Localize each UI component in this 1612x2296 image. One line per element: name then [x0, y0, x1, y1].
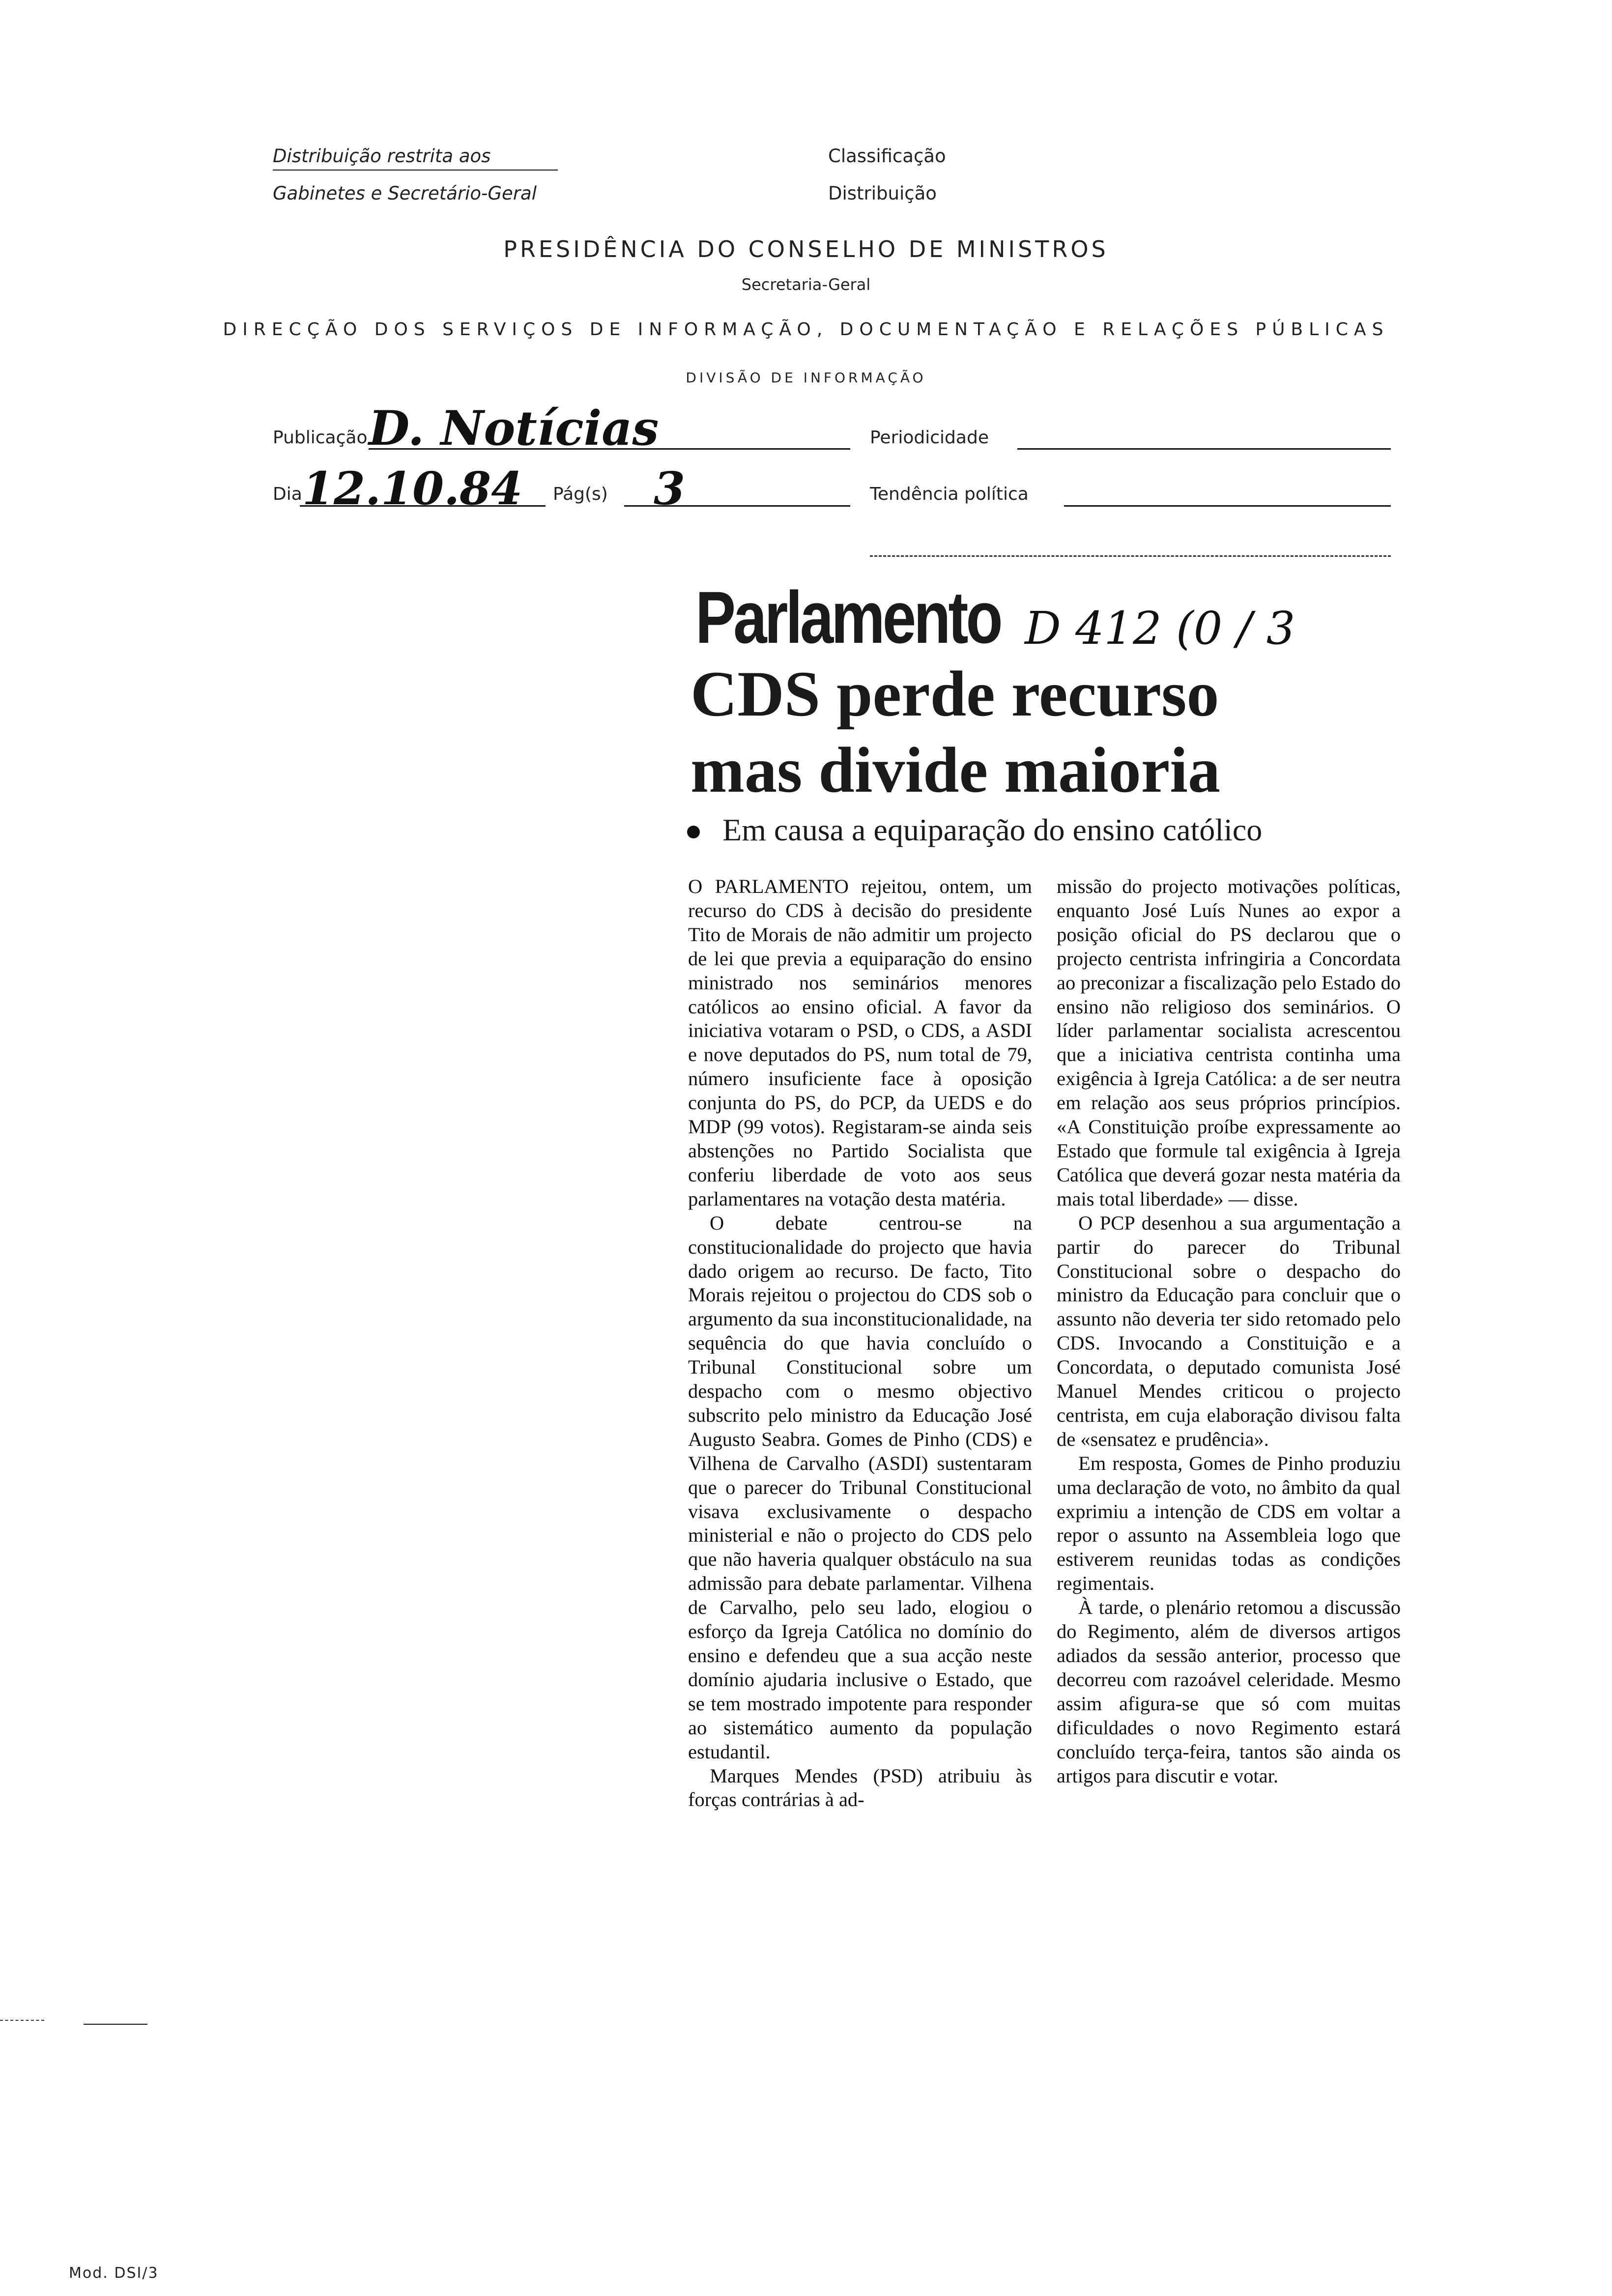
column2-paragraph: O PCP desenhou a sua argumentação a partir do parecer do Tribunal Constitucional sobre o despacho do ministro da Educação para concluir que o assunto não deveria ter sido retomado pelo CDS. Invocando a Constituição e a Concordata, o deputado comunista José Manuel Mendes criticou o projecto centrista, em cuja elaboração divisou falta de «sensatez e prudência».: [1057, 1211, 1401, 1450]
margin-mark: [0, 2020, 44, 2021]
column2-paragraph: missão do projecto motivações políticas, enquanto José Luís Nunes ao expor a posição oficial do PS declarou que o projecto centrista infringiria a Concordata ao preconizar a fiscalização pelo Estado do ensino não religioso dos seminários. O líder parlamentar socialista acrescentou que a iniciativa centrista continha uma exigência à Igreja Católica: a de ser neutra em relação aos seus próprios princípios. «A Constituição proíbe expressamente ao Estado que formule tal exigência à Igreja Católica que deverá gozar nesta matéria da mais total liberdade» — disse.: [1057, 875, 1401, 1210]
day-label: Dia: [273, 484, 302, 504]
form-model: Mod. DSI/3: [69, 2265, 159, 2282]
page-value: 3: [654, 462, 686, 515]
publication-underline: [369, 448, 850, 450]
article-subtitle: Em causa a equiparação do ensino católico: [722, 812, 1263, 847]
column1-paragraph: Marques Mendes (PSD) atribuiu às forças contrárias à ad-: [688, 1764, 1032, 1811]
page-label: Pág(s): [553, 484, 608, 504]
presidency-title: PRESIDÊNCIA DO CONSELHO DE MINISTROS: [503, 236, 1109, 262]
subtitle-bullet-icon: [687, 826, 700, 838]
division-line: DIVISÃO DE INFORMAÇÃO: [686, 370, 926, 386]
column1-paragraph: O debate centrou-se na constitucionalidade do projecto que havia dado origem ao recurso. De facto, Tito Morais rejeitou o projectou do CDS sob o argumento da sua inconstitucionalidade, na sequência do que havia concluído o Tribunal Constitucional sobre um despacho com o mesmo objectivo subscrito pelo ministro da Educação José Augusto Seabra. Gomes de Pinho (CDS) e Vilhena de Carvalho (ASDI) sustentaram que o parecer do Tribunal Constitucional visava exclusivamente o despacho ministerial e não o projecto do CDS pelo que não haveria qualquer obstáculo na sua admissão para debate parlamentar. Vilhena de Carvalho, pelo seu lado, elogiou o esforço da Igreja Católica no domínio do ensino e defendeu que a sua acção neste domínio ajudaria inclusive o Estado, que se tem mostrado impotente para responder ao sistemático aumento da população estudantil.: [688, 1211, 1032, 1763]
article-column-1: [688, 875, 1032, 1812]
day-underline: [300, 505, 546, 507]
article-kicker: Parlamento: [695, 576, 1001, 659]
political-underline: [1064, 505, 1391, 507]
distribution-line1: Distribuição restrita aos: [273, 145, 491, 167]
periodicity-label: Periodicidade: [870, 428, 989, 448]
clipping-edge: [870, 555, 1391, 557]
political-label: Tendência política: [870, 484, 1029, 504]
article-title-line1: CDS perde recurso: [691, 658, 1219, 730]
handwritten-reference: D 412 (0 / 3: [1025, 602, 1295, 655]
direction-line: DIRECÇÃO DOS SERVIÇOS DE INFORMAÇÃO, DOCUMENTAÇÃO E RELAÇÕES PÚBLICAS: [223, 319, 1389, 340]
publication-value: D. Notícias: [369, 401, 659, 456]
day-value: 12.10.84: [302, 462, 523, 515]
periodicity-underline: [1017, 448, 1391, 450]
distribution-line2: Gabinetes e Secretário-Geral: [273, 183, 537, 204]
page-underline: [624, 505, 850, 507]
column1-paragraph: O PARLAMENTO rejeitou, ontem, um recurso do CDS à decisão do presidente Tito de Morais de não admitir um projecto de lei que previa a equiparação do ensino ministrado nos seminários menores católicos ao ensino oficial. A favor da iniciativa votaram o PSD, o CDS, a ASDI e nove deputados do PS, num total de 79, número insuficiente face à oposição conjunta do PS, do PCP, da UEDS e do MDP (99 votos). Registaram-se ainda seis abstenções no Partido Socialista que conferiu liberdade de voto aos seus parlamentares na votação desta matéria.: [688, 875, 1032, 1210]
column2-paragraph: À tarde, o plenário retomou a discussão do Regimento, além de diversos artigos adiados da sessão anterior, processo que decorreu com razoável celeridade. Mesmo assim afigura-se que só com muitas dificuldades o novo Regimento estará concluído terça-feira, tantos são ainda os artigos para discutir e votar.: [1057, 1596, 1401, 1787]
classification-label: Classificação: [828, 145, 946, 167]
distribution-label: Distribuição: [828, 183, 937, 204]
divider: [273, 170, 558, 171]
column2-paragraph: Em resposta, Gomes de Pinho produziu uma declaração de voto, no âmbito da qual exprimiu a intenção de CDS em voltar a repor o assunto na Assembleia logo que estiverem reunidas todas as condições regimentais.: [1057, 1452, 1401, 1595]
margin-mark: [84, 2024, 147, 2025]
publication-label: Publicação: [273, 428, 368, 448]
secretariat: Secretaria-Geral: [741, 275, 871, 294]
article-column-2: [1057, 875, 1401, 1788]
article-title-line2: mas divide maioria: [691, 734, 1220, 806]
